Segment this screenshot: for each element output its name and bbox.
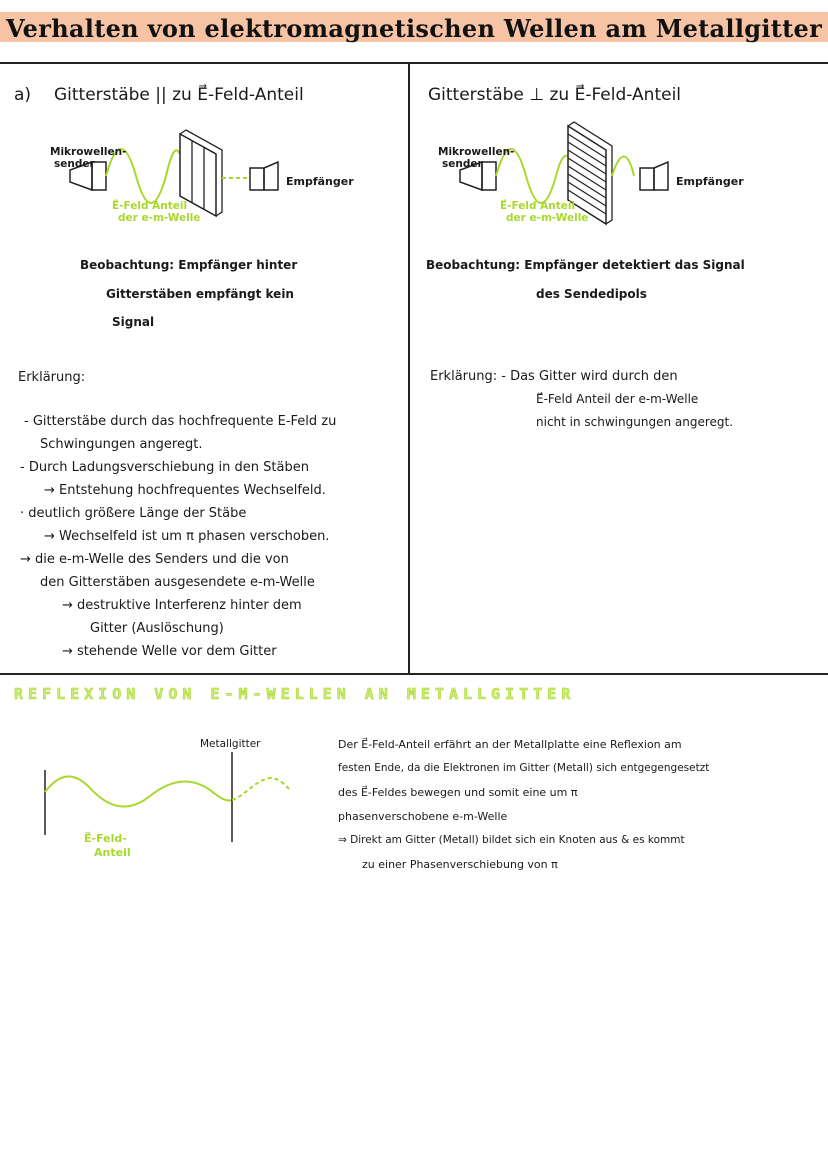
reflection-diagram [30,740,310,850]
bottom-divider [0,673,828,675]
left-explanation-line: Schwingungen angeregt. [40,437,203,452]
left-field-label-1: E⃗-Feld Anteil [112,200,188,212]
right-field-label-1: E⃗-Feld Anteil [500,200,576,212]
right-explanation-line: Erklärung: - Das Gitter wird durch den [430,369,678,384]
reflected-wave-icon [232,778,290,800]
column-divider [408,62,410,674]
incident-wave-icon [45,776,232,806]
left-explanation-line: · deutlich größere Länge der Stäbe [20,506,247,521]
left-heading: Gitterstäbe || zu E⃗-Feld-Anteil [54,85,304,105]
left-explanation-line: Gitter (Auslöschung) [90,621,224,636]
reflection-text-line: phasenverschobene e-m-Welle [338,810,508,823]
left-explanation-label: Erklärung: [18,370,86,385]
reflection-text-line: des E⃗-Feldes bewegen und somit eine um π [338,786,578,799]
left-field-label-2: der e-m-Welle [118,212,201,224]
left-explanation-line: → Entstehung hochfrequentes Wechselfeld. [44,483,326,498]
left-explanation-line: den Gitterstäben ausgesendete e-m-Welle [40,575,315,590]
right-explanation-line: nicht in schwingungen angeregt. [536,415,734,429]
right-field-label-2: der e-m-Welle [506,212,589,224]
right-observation-line-2: des Sendedipols [536,287,647,301]
left-explanation-line: - Durch Ladungsverschiebung in den Stäben [20,460,309,475]
left-explanation-line: → destruktive Interferenz hinter dem [62,598,302,613]
receiver-horn-icon [250,162,278,190]
left-sender-label-1: Mikrowellen- [50,146,127,158]
right-heading: Gitterstäbe ⊥ zu E⃗-Feld-Anteil [428,85,682,105]
right-observation-line-1: Beobachtung: Empfänger detektiert das Signal [426,258,745,272]
reflection-grid-label: Metallgitter [200,738,261,750]
left-observation-line-1: Beobachtung: Empfänger hinter [80,258,298,272]
right-explanation-line: E⃗-Feld Anteil der e-m-Welle [536,392,699,406]
transmitted-wave-icon [612,157,634,177]
left-explanation-line: → stehende Welle vor dem Gitter [62,644,277,659]
top-divider [0,62,828,64]
reflection-text-line: Der E⃗-Feld-Anteil erfährt an der Metallplatte eine Reflexion am [338,738,682,751]
right-sender-label-2: sender [442,158,483,170]
reflection-text-line: festen Ende, da die Elektronen im Gitter (Metall) sich entgegengesetzt [338,762,710,774]
left-receiver-label: Empfänger [286,175,354,188]
left-sender-label-2: sender [54,158,95,170]
right-sender-label-1: Mikrowellen- [438,146,515,158]
left-explanation-line: → die e-m-Welle des Senders und die von [20,552,289,567]
reflection-field-label-1: E⃗-Feld- [84,832,127,845]
reflection-text-line: ⇒ Direkt am Gitter (Metall) bildet sich ein Knoten aus & es kommt [338,834,685,846]
left-explanation-line: - Gitterstäbe durch das hochfrequente E-Feld zu [24,414,337,429]
left-observation-line-2: Gitterstäben empfängt kein [106,287,294,301]
left-observation-line-3: Signal [112,315,155,329]
left-explanation-line: → Wechselfeld ist um π phasen verschoben. [44,529,330,544]
receiver-horn-icon [640,162,668,190]
reflection-text-line: zu einer Phasenverschiebung von π [362,858,558,871]
reflection-field-label-2: Anteil [94,846,131,859]
page-title: Verhalten von elektromagnetischen Wellen am Metallgitter [5,14,823,43]
reflection-title: REFLEXION VON E-M-WELLEN AN METALLGITTER [14,685,576,703]
right-receiver-label: Empfänger [676,175,744,188]
left-marker: a) [14,85,32,105]
